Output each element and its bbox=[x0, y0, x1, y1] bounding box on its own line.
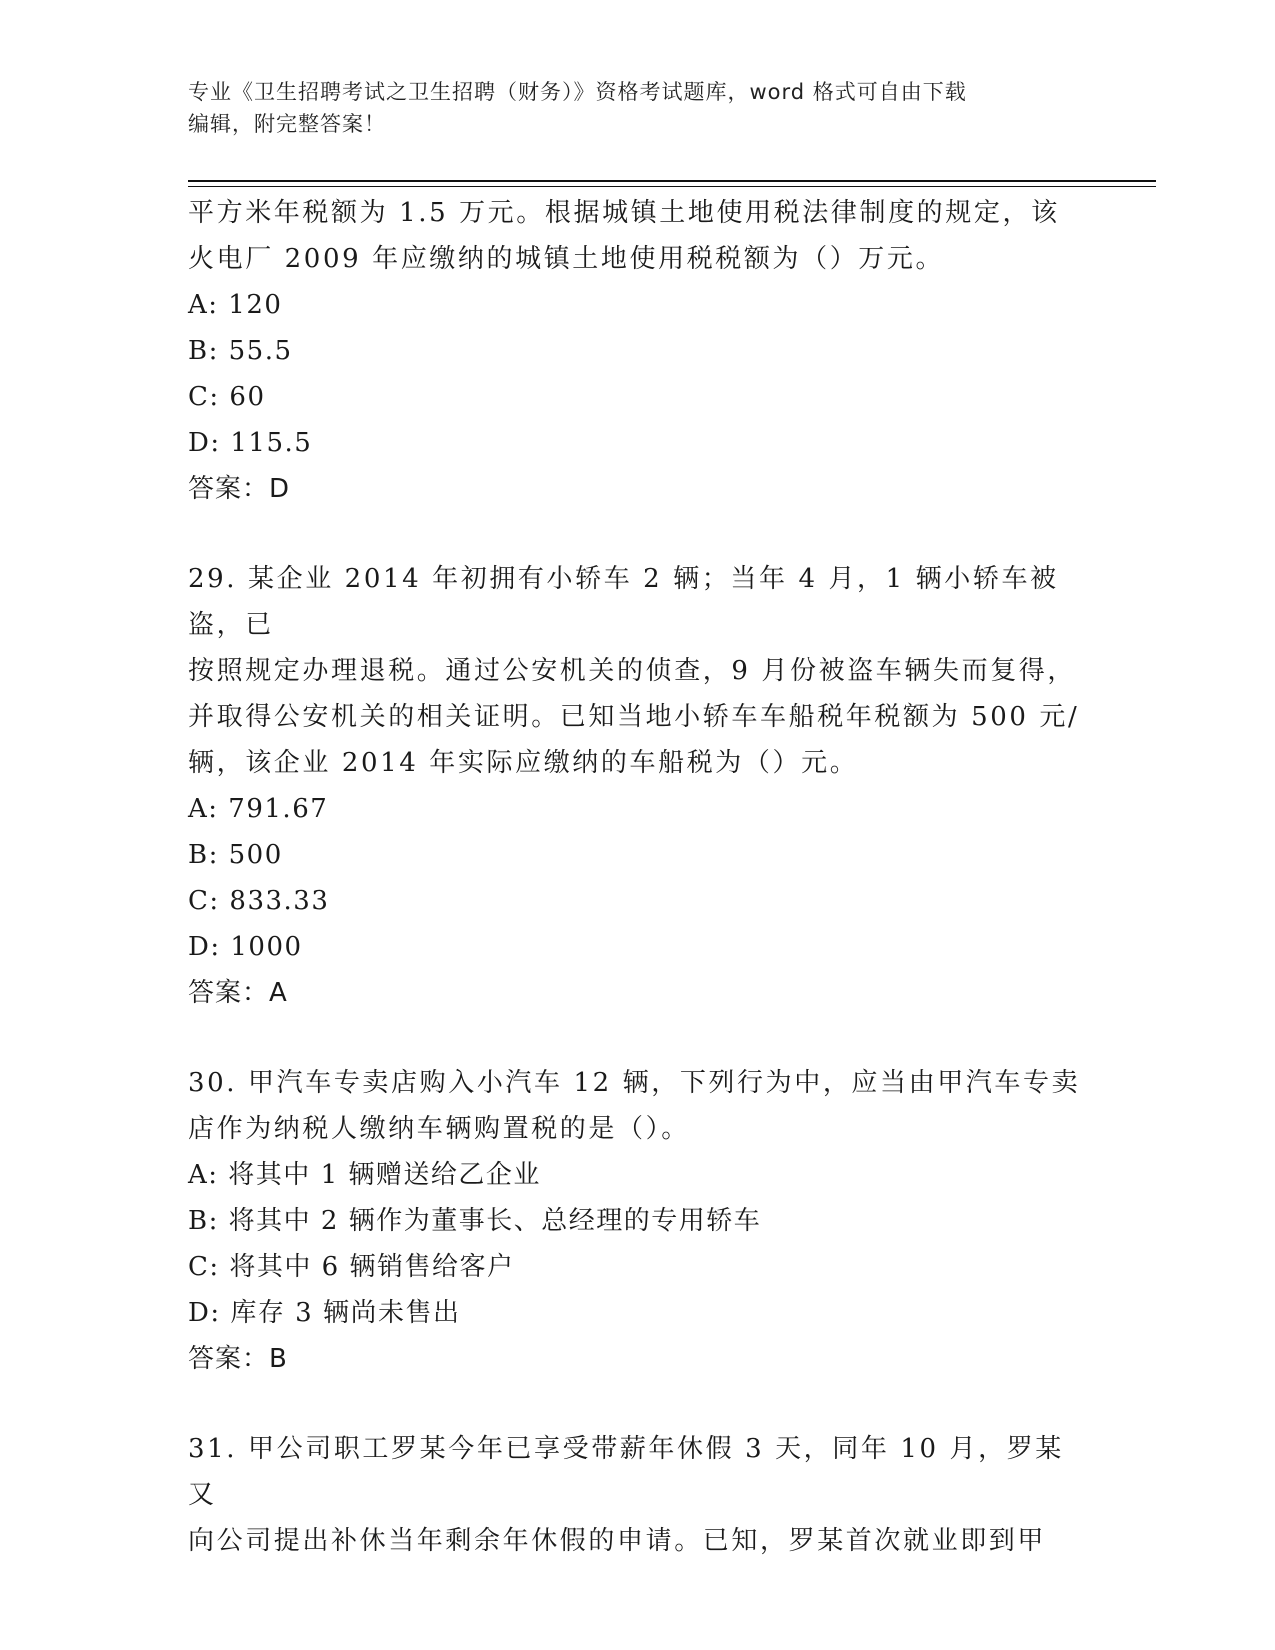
question-stem-line: 30. 甲汽车专卖店购入小汽车 12 辆，下列行为中，应当由甲汽车专卖 bbox=[188, 1068, 1081, 1098]
option-a: A: 120 bbox=[188, 290, 283, 320]
answer-line: 答案：A bbox=[188, 978, 288, 1008]
option-a: A: 将其中 1 辆赠送给乙企业 bbox=[188, 1160, 541, 1190]
header-line-1: 专业《卫生招聘考试之卫生招聘（财务）》资格考试题库，word 格式可自由下载 bbox=[188, 80, 967, 104]
question-block bbox=[188, 190, 1088, 512]
question-block bbox=[188, 556, 1088, 1016]
question-stem-line: 按照规定办理退税。通过公安机关的侦查，9 月份被盗车辆失而复得， bbox=[188, 656, 1077, 686]
option-b: B: 将其中 2 辆作为董事长、总经理的专用轿车 bbox=[188, 1206, 762, 1236]
option-a: A: 791.67 bbox=[188, 794, 329, 824]
question-block bbox=[188, 1426, 1088, 1564]
option-c: C: 833.33 bbox=[188, 886, 330, 916]
question-stem-line: 火电厂 2009 年应缴纳的城镇土地使用税税额为（）万元。 bbox=[188, 244, 945, 274]
question-stem-line: 辆，该企业 2014 年实际应缴纳的车船税为（）元。 bbox=[188, 748, 859, 778]
question-list bbox=[188, 190, 1088, 1564]
answer-line: 答案：B bbox=[188, 1344, 288, 1374]
question-stem-line: 29. 某企业 2014 年初拥有小轿车 2 辆；当年 4 月，1 辆小轿车被盗，已 bbox=[188, 564, 1059, 640]
option-b: B: 500 bbox=[188, 840, 283, 870]
question-stem-line: 向公司提出补休当年剩余年休假的申请。已知，罗某首次就业即到甲 bbox=[188, 1526, 1047, 1556]
option-d: D: 库存 3 辆尚未售出 bbox=[188, 1298, 461, 1328]
option-d: D: 115.5 bbox=[188, 428, 313, 458]
option-c: C: 60 bbox=[188, 382, 266, 412]
option-c: C: 将其中 6 辆销售给客户 bbox=[188, 1252, 515, 1282]
question-stem-line: 店作为纳税人缴纳车辆购置税的是（）。 bbox=[188, 1114, 690, 1144]
question-stem-line: 31. 甲公司职工罗某今年已享受带薪年休假 3 天，同年 10 月，罗某又 bbox=[188, 1434, 1064, 1510]
option-b: B: 55.5 bbox=[188, 336, 293, 366]
answer-line: 答案：D bbox=[188, 474, 291, 504]
header-line-2: 编辑，附完整答案！ bbox=[188, 112, 386, 136]
question-stem-line: 平方米年税额为 1.5 万元。根据城镇土地使用税法律制度的规定，该 bbox=[188, 198, 1060, 228]
header-divider-thin bbox=[188, 186, 1156, 187]
question-block bbox=[188, 1060, 1088, 1382]
question-stem-line: 并取得公安机关的相关证明。已知当地小轿车车船税年税额为 500 元/ bbox=[188, 702, 1080, 732]
document-header bbox=[188, 76, 1088, 140]
option-d: D: 1000 bbox=[188, 932, 303, 962]
header-divider-thick bbox=[188, 180, 1156, 182]
